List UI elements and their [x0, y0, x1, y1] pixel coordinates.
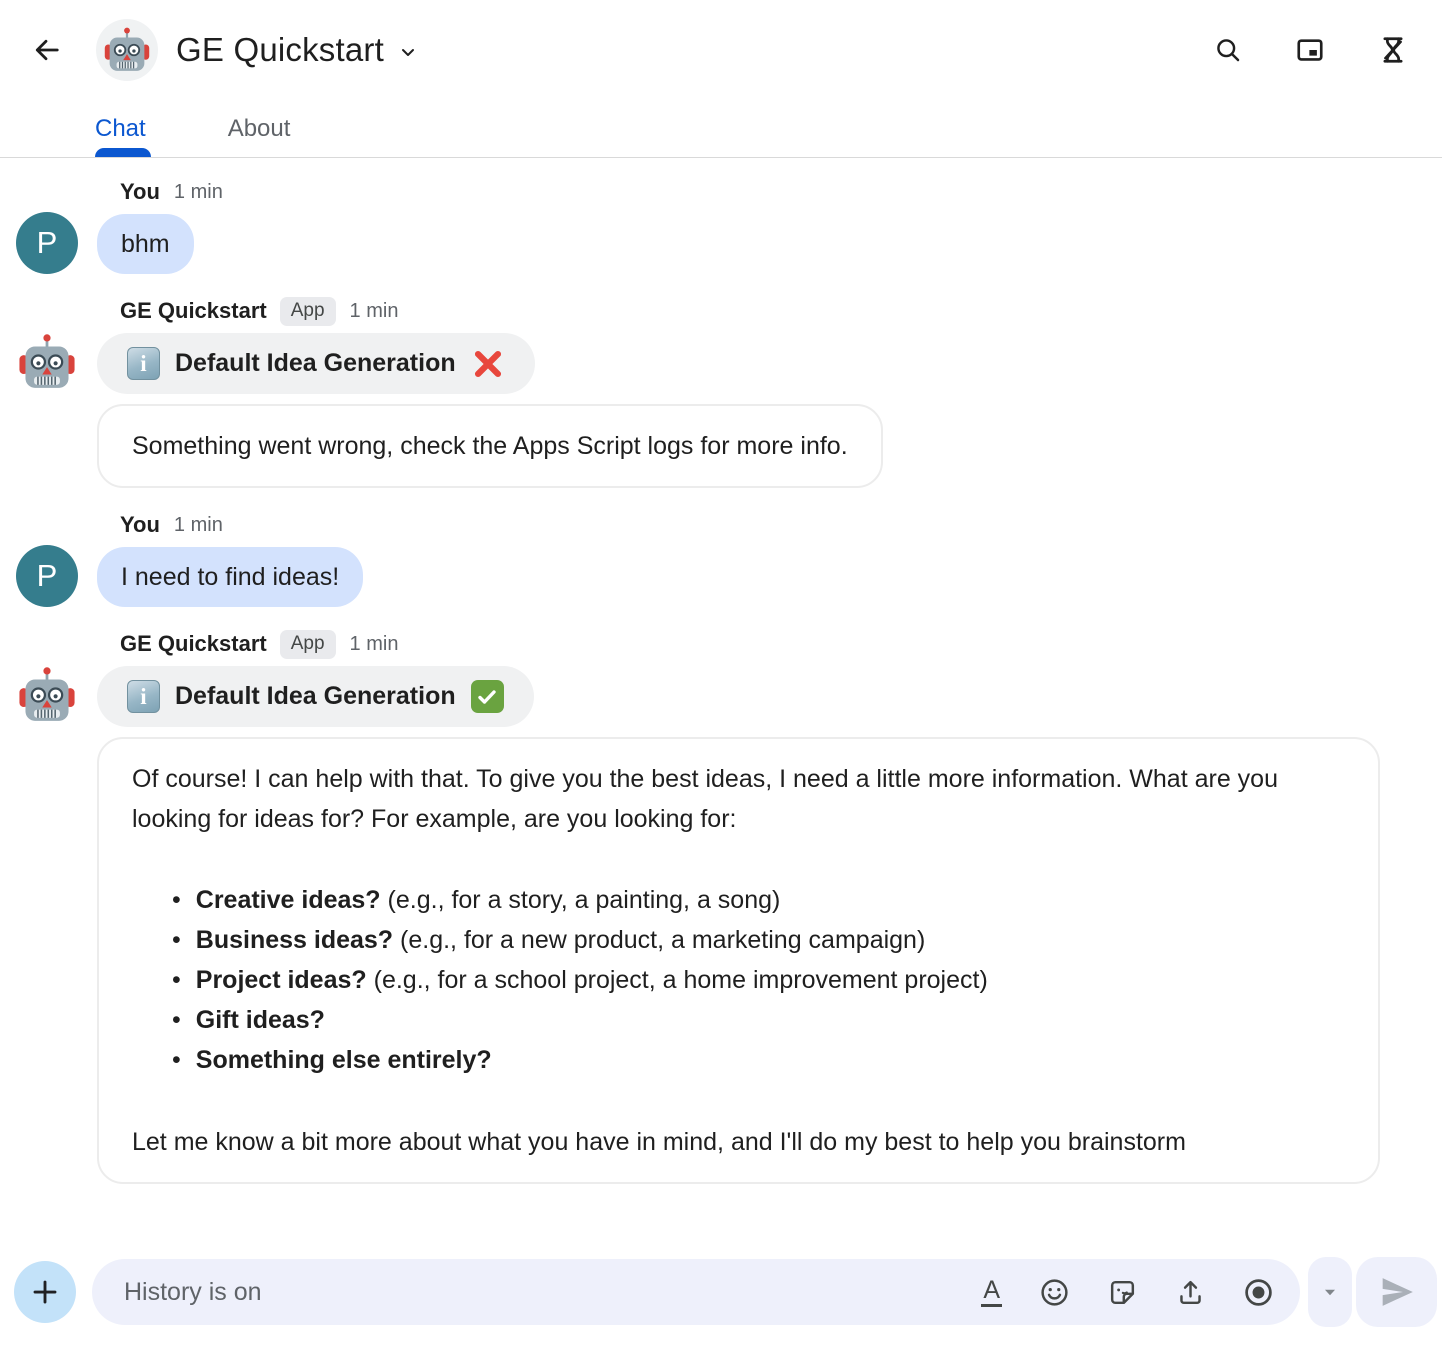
back-button[interactable] — [24, 28, 68, 72]
message-intro: Of course! I can help with that. To give you the best ideas, I need a little more information. What are you looking for ideas for? For example, are you looking for: — [132, 765, 1278, 833]
message-input[interactable] — [122, 1277, 981, 1308]
message-input-pill — [92, 1259, 1300, 1325]
send-icon — [1377, 1272, 1417, 1312]
list-item: • Project ideas? (e.g., for a school project, a home improvement project) — [172, 966, 988, 994]
picture-in-picture-icon — [1295, 35, 1325, 65]
user-avatar[interactable]: P — [16, 545, 78, 607]
check-mark-icon — [471, 680, 504, 713]
sender-name: GE Quickstart — [120, 631, 267, 656]
record-icon — [1243, 1277, 1274, 1308]
chevron-down-icon — [396, 40, 420, 64]
message-time: 1 min — [173, 513, 223, 536]
page-title: GE Quickstart — [176, 31, 384, 68]
emoji-icon — [1039, 1277, 1070, 1308]
app-badge: App — [280, 630, 336, 659]
open-in-window-button[interactable] — [1295, 35, 1325, 65]
list-item: • Creative ideas? (e.g., for a story, a painting, a song) — [172, 886, 781, 914]
history-dropdown-button[interactable] — [1308, 1257, 1352, 1327]
robot-avatar-icon[interactable] — [16, 664, 78, 726]
search-button[interactable] — [1214, 36, 1242, 64]
conversation-header — [0, 0, 1442, 100]
message-row-user — [0, 180, 1442, 274]
list-item: • Something else entirely? — [172, 1046, 492, 1074]
message-row-user — [0, 513, 1442, 607]
app-badge: App — [280, 297, 336, 326]
list-item: • Gift ideas? — [172, 1006, 325, 1034]
add-attachment-button[interactable] — [14, 1261, 76, 1323]
message-time: 1 min — [349, 632, 399, 655]
hourglass-icon — [1378, 35, 1408, 65]
search-icon — [1214, 36, 1242, 64]
workflow-chip-failed[interactable] — [97, 333, 535, 394]
active-tab-indicator — [95, 148, 151, 157]
workflow-name: Default Idea Generation — [175, 349, 456, 377]
robot-icon — [102, 25, 152, 75]
history-toggle-button[interactable] — [1378, 35, 1408, 65]
plus-icon — [30, 1277, 60, 1307]
sender-name: You — [120, 512, 160, 537]
cross-mark-icon — [471, 347, 505, 381]
message-row-app — [0, 632, 1442, 1184]
idea-category-list — [132, 880, 1345, 1080]
record-video-button[interactable] — [1243, 1277, 1274, 1308]
message-time: 1 min — [173, 180, 223, 203]
tab-chat-label: Chat — [95, 114, 146, 142]
format-text-button[interactable] — [981, 1277, 1002, 1307]
workflow-name: Default Idea Generation — [175, 682, 456, 710]
tab-chat[interactable] — [95, 100, 146, 157]
sticker-icon — [1107, 1277, 1138, 1308]
list-item: • Business ideas? (e.g., for a new product, a marketing campaign) — [172, 926, 926, 954]
user-avatar[interactable]: P — [16, 212, 78, 274]
robot-avatar-icon[interactable] — [16, 331, 78, 393]
dropdown-triangle-icon — [1319, 1281, 1341, 1303]
message-list — [0, 158, 1442, 1184]
tab-bar — [0, 100, 1442, 157]
workflow-chip-success[interactable] — [97, 666, 534, 727]
sticker-button[interactable] — [1107, 1277, 1138, 1308]
message-time: 1 min — [349, 299, 399, 322]
title-dropdown[interactable] — [396, 40, 420, 69]
message-outro: Let me know a bit more about what you have in mind, and I'll do my best to help you brainstorm — [132, 1128, 1186, 1156]
sender-name: You — [120, 179, 160, 204]
sender-name: GE Quickstart — [120, 298, 267, 323]
tab-about[interactable] — [228, 100, 291, 157]
format-text-icon: A — [981, 1277, 1002, 1307]
tab-about-label: About — [227, 114, 291, 142]
user-message-bubble[interactable]: bhm — [97, 214, 194, 274]
compose-actions — [981, 1277, 1274, 1308]
upload-button[interactable] — [1175, 1277, 1206, 1308]
send-button[interactable] — [1356, 1257, 1437, 1327]
header-actions — [1214, 35, 1408, 65]
app-message-bubble[interactable] — [97, 737, 1380, 1184]
emoji-button[interactable] — [1039, 1277, 1070, 1308]
info-icon: i — [127, 347, 160, 380]
app-avatar — [96, 19, 158, 81]
back-arrow-icon — [31, 35, 61, 65]
message-row-app — [0, 299, 1442, 488]
info-icon: i — [127, 680, 160, 713]
compose-bar — [0, 1257, 1442, 1327]
app-message-bubble[interactable]: Something went wrong, check the Apps Script logs for more info. — [97, 404, 883, 488]
user-message-bubble[interactable]: I need to find ideas! — [97, 547, 363, 607]
upload-icon — [1175, 1277, 1206, 1308]
